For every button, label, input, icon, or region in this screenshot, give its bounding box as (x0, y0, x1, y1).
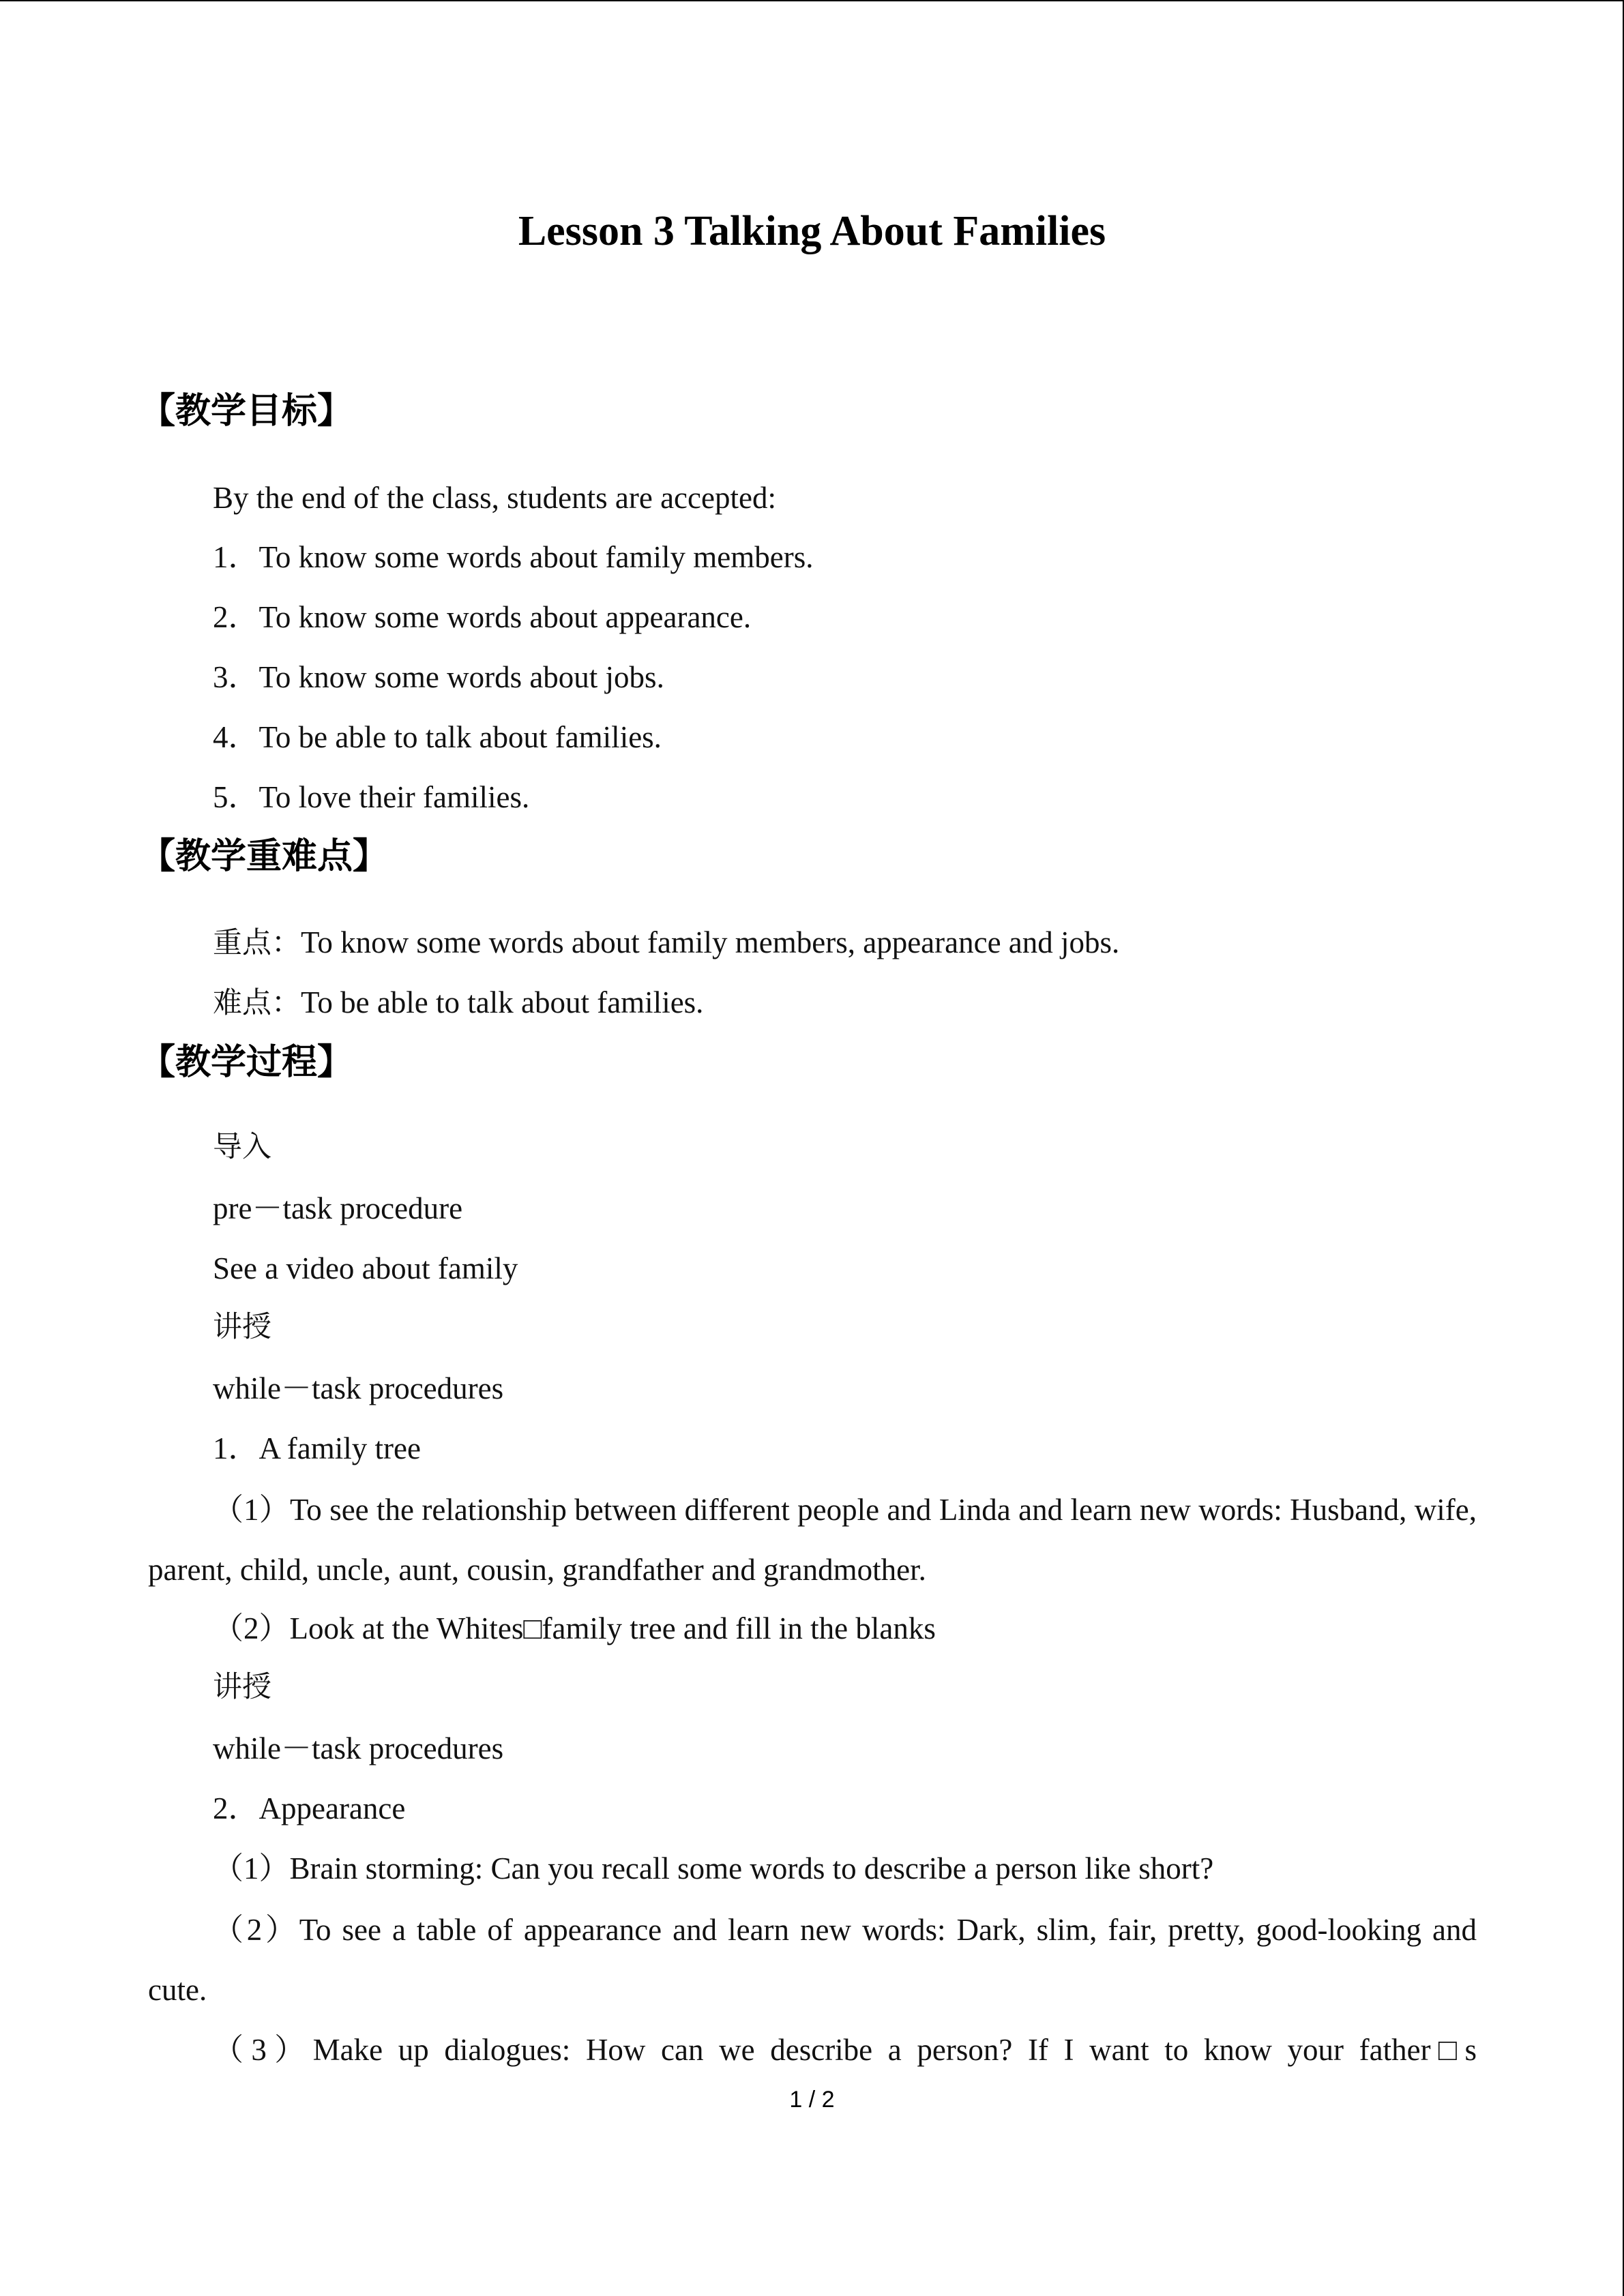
objective-item-1: 1．To know some words about family members. (213, 540, 814, 574)
focus-text: To know some words about family members, appearance and jobs. (301, 925, 1120, 959)
appearance-heading: 2．Appearance (213, 1791, 406, 1825)
while-task-procedures-2: while－task procedures (213, 1731, 504, 1765)
lead-in-label: 导入 (213, 1130, 271, 1164)
appearance-item-3: （3）Make up dialogues: How can we describe a person? If I want to know your father□s (213, 2033, 1477, 2067)
focus-label: 重点： (213, 926, 301, 960)
difficulty-line (213, 984, 703, 1022)
appearance-item-2: （2）To see a table of appearance and learn new words: Dark, slim, fair, pretty, good-looking and cute. (148, 1913, 1477, 2007)
objective-item-4: 4．To be able to talk about families. (213, 720, 662, 754)
teaching-label-1: 讲授 (213, 1310, 271, 1344)
objective-item-3: 3．To know some words about jobs. (213, 660, 664, 694)
difficulty-text: To be able to talk about families. (301, 985, 704, 1019)
key-points-heading: 【教学重难点】 (140, 836, 389, 877)
while-task-procedures-1: while－task procedures (213, 1371, 504, 1405)
lesson-title: Lesson 3 Talking About Families (518, 208, 1106, 254)
objectives-heading: 【教学目标】 (140, 391, 353, 432)
teaching-label-2: 讲授 (213, 1670, 271, 1704)
family-tree-item-1: （1）To see the relationship between different people and Linda and learn new words: Husband, wife, parent, child, uncle, aunt, cousin, grandfather and grandmother. (148, 1493, 1477, 1587)
video-activity: See a video about family (213, 1251, 518, 1285)
family-tree-heading: 1．A family tree (213, 1431, 421, 1465)
appearance-item-1: （1）Brain storming: Can you recall some words to describe a person like short? (213, 1851, 1214, 1885)
objective-item-2: 2．To know some words about appearance. (213, 600, 752, 634)
family-tree-item-2: （2）Look at the Whites□family tree and fill in the blanks (213, 1611, 936, 1645)
process-heading: 【教学过程】 (140, 1042, 353, 1083)
pre-task-procedure: pre－task procedure (213, 1191, 463, 1225)
page-number: 1 / 2 (789, 2087, 835, 2113)
difficulty-label: 难点： (213, 986, 301, 1020)
objectives-intro: By the end of the class, students are accepted: (213, 481, 776, 515)
objective-item-5: 5．To love their families. (213, 780, 530, 814)
focus-line (213, 924, 1119, 961)
